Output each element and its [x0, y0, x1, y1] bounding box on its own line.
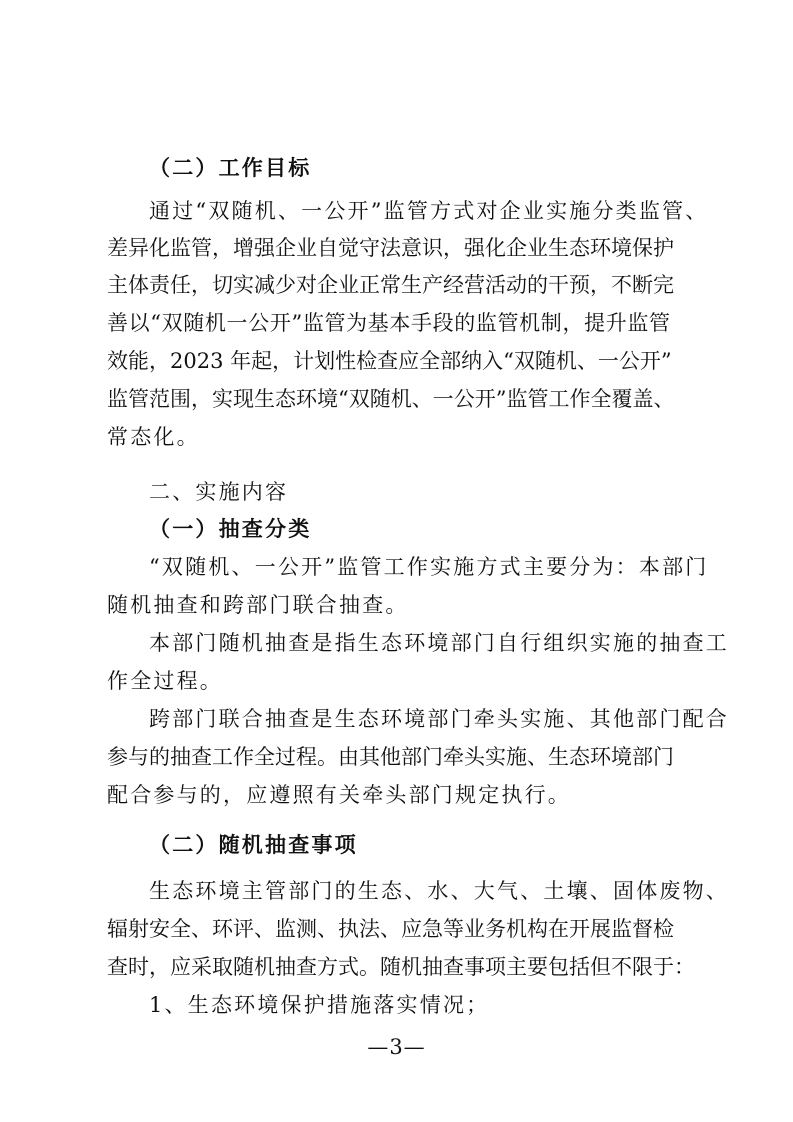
paragraph-line: 跨部门联合抽查是生态环境部门牵头实施、其他部门配合 [149, 707, 729, 731]
paragraph-line: 配合参与的，应遵照有关牵头部门规定执行。 [107, 783, 571, 807]
list-item: 1、生态环境保护措施落实情况； [149, 993, 490, 1017]
paragraph-line: 查时，应采取随机抽查方式。随机抽查事项主要包括但不限于： [107, 955, 695, 979]
paragraph-line: 通过“双随机、一公开”监管方式对企业实施分类监管、 [149, 199, 709, 223]
paragraph-line: 辐射安全、环评、监测、执法、应急等业务机构在开展监督检 [107, 917, 674, 941]
paragraph-line: 监管范围，实现生态环境“双随机、一公开”监管工作全覆盖、 [107, 387, 675, 411]
paragraph-line: 本部门随机抽查是指生态环境部门自行组织实施的抽查工 [149, 631, 729, 655]
subsection-heading-check-categories: （一）抽查分类 [149, 516, 312, 541]
paragraph-line: 主体责任，切实减少对企业正常生产经营活动的干预，不断完 [107, 273, 674, 297]
paragraph-line: 善以“双随机一公开”监管为基本手段的监管机制，提升监管 [107, 311, 670, 335]
paragraph-line: 效能，2023 年起，计划性检查应全部纳入“双随机、一公开” [107, 349, 672, 373]
paragraph-line: 常态化。 [107, 425, 200, 449]
paragraph-line: “双随机、一公开”监管工作实施方式主要分为：本部门 [149, 555, 709, 579]
subsection-heading-random-check-items: （二）随机抽查事项 [149, 832, 358, 857]
paragraph-line: 参与的抽查工作全过程。由其他部门牵头实施、生态环境部门 [107, 745, 674, 769]
paragraph-line: 生态环境主管部门的生态、水、大气、土壤、固体废物、 [149, 879, 729, 903]
paragraph-line: 随机抽查和跨部门联合抽查。 [107, 593, 409, 617]
paragraph-line: 差异化监管，增强企业自觉守法意识，强化企业生态环境保护 [107, 236, 674, 260]
section-heading-work-goals: （二）工作目标 [149, 155, 312, 180]
section-heading-implementation: 二、实施内容 [149, 480, 289, 504]
paragraph-line: 作全过程。 [107, 669, 223, 693]
page-number: —3— [367, 1035, 426, 1059]
